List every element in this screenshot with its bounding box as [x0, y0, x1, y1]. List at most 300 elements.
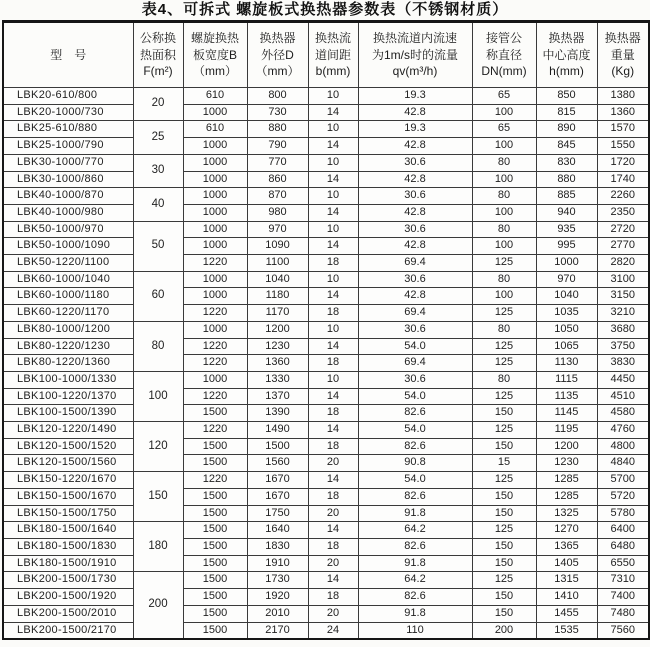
center-height-cell: 1285	[536, 472, 597, 489]
header-col-nozzle-dn	[472, 22, 536, 88]
table-row	[3, 238, 649, 255]
flow-rate-cell: 82.6	[358, 438, 472, 455]
outer-diameter-cell: 870	[247, 188, 308, 205]
weight-cell: 7310	[597, 572, 649, 589]
channel-gap-cell: 18	[308, 589, 358, 606]
channel-gap-cell: 14	[308, 204, 358, 221]
nozzle-dn-cell: 125	[472, 305, 536, 322]
table-row	[3, 455, 649, 472]
table-row	[3, 255, 649, 272]
outer-diameter-cell: 1730	[247, 572, 308, 589]
outer-diameter-cell: 860	[247, 171, 308, 188]
center-height-cell: 1000	[536, 255, 597, 272]
area-cell: 40	[133, 188, 183, 221]
flow-rate-cell: 42.8	[358, 238, 472, 255]
center-height-cell: 995	[536, 238, 597, 255]
channel-gap-cell: 10	[308, 221, 358, 238]
flow-rate-cell: 42.8	[358, 288, 472, 305]
plate-width-cell: 1000	[183, 138, 247, 155]
outer-diameter-cell: 1370	[247, 388, 308, 405]
weight-cell: 7400	[597, 589, 649, 606]
outer-diameter-cell: 1090	[247, 238, 308, 255]
channel-gap-cell: 14	[308, 138, 358, 155]
model-cell: LBK150-1220/1670	[3, 472, 133, 489]
weight-cell: 4840	[597, 455, 649, 472]
nozzle-dn-cell: 150	[472, 438, 536, 455]
nozzle-dn-cell: 65	[472, 121, 536, 138]
channel-gap-cell: 18	[308, 255, 358, 272]
table-row	[3, 138, 649, 155]
plate-width-cell: 1000	[183, 371, 247, 388]
center-height-cell: 1115	[536, 371, 597, 388]
header-line: 外径D	[261, 47, 294, 62]
area-cell: 150	[133, 472, 183, 522]
model-cell: LBK20-1000/730	[3, 104, 133, 121]
plate-width-cell: 1500	[183, 455, 247, 472]
plate-width-cell: 1500	[183, 438, 247, 455]
flow-rate-cell: 82.6	[358, 589, 472, 606]
weight-cell: 1360	[597, 104, 649, 121]
outer-diameter-cell: 800	[247, 88, 308, 105]
header-line: 换热器	[548, 30, 585, 45]
header-line: 接管公	[485, 30, 522, 45]
model-cell: LBK80-1220/1230	[3, 338, 133, 355]
channel-gap-cell: 20	[308, 555, 358, 572]
table-row	[3, 622, 649, 639]
channel-gap-cell: 10	[308, 321, 358, 338]
flow-rate-cell: 91.8	[358, 605, 472, 622]
model-cell: LBK40-1000/980	[3, 204, 133, 221]
flow-rate-cell: 69.4	[358, 305, 472, 322]
outer-diameter-cell: 970	[247, 221, 308, 238]
channel-gap-cell: 14	[308, 338, 358, 355]
outer-diameter-cell: 790	[247, 138, 308, 155]
channel-gap-cell: 18	[308, 355, 358, 372]
weight-cell: 5780	[597, 505, 649, 522]
nozzle-dn-cell: 80	[472, 154, 536, 171]
plate-width-cell: 1000	[183, 238, 247, 255]
weight-cell: 2260	[597, 188, 649, 205]
outer-diameter-cell: 1670	[247, 472, 308, 489]
weight-cell: 1740	[597, 171, 649, 188]
model-cell: LBK120-1500/1560	[3, 455, 133, 472]
header-col-plate-width	[183, 22, 247, 88]
table-row	[3, 121, 649, 138]
model-cell: LBK20-610/800	[3, 88, 133, 105]
channel-gap-cell: 14	[308, 522, 358, 539]
model-cell: LBK100-1220/1370	[3, 388, 133, 405]
weight-cell: 2820	[597, 255, 649, 272]
channel-gap-cell: 18	[308, 405, 358, 422]
flow-rate-cell: 82.6	[358, 488, 472, 505]
flow-rate-cell: 30.6	[358, 271, 472, 288]
outer-diameter-cell: 1560	[247, 455, 308, 472]
center-height-cell: 1365	[536, 538, 597, 555]
weight-cell: 1720	[597, 154, 649, 171]
plate-width-cell: 1500	[183, 505, 247, 522]
header-line: (Kg)	[611, 64, 635, 79]
weight-cell: 3750	[597, 338, 649, 355]
flow-rate-cell: 42.8	[358, 204, 472, 221]
center-height-cell: 1200	[536, 438, 597, 455]
plate-width-cell: 1000	[183, 204, 247, 221]
model-cell: LBK80-1220/1360	[3, 355, 133, 372]
channel-gap-cell: 14	[308, 288, 358, 305]
model-cell: LBK200-1500/2010	[3, 605, 133, 622]
channel-gap-cell: 10	[308, 88, 358, 105]
plate-width-cell: 1500	[183, 538, 247, 555]
header-line: 热面积	[139, 47, 176, 62]
model-cell: LBK30-1000/770	[3, 154, 133, 171]
header-line: 型 号	[50, 47, 87, 62]
weight-cell: 7480	[597, 605, 649, 622]
plate-width-cell: 1500	[183, 605, 247, 622]
nozzle-dn-cell: 100	[472, 204, 536, 221]
model-cell: LBK100-1000/1330	[3, 371, 133, 388]
area-cell: 25	[133, 121, 183, 154]
model-cell: LBK25-1000/790	[3, 138, 133, 155]
flow-rate-cell: 91.8	[358, 555, 472, 572]
nozzle-dn-cell: 100	[472, 104, 536, 121]
weight-cell: 1380	[597, 88, 649, 105]
weight-cell: 3100	[597, 271, 649, 288]
flow-rate-cell: 91.8	[358, 505, 472, 522]
nozzle-dn-cell: 80	[472, 371, 536, 388]
table-row	[3, 422, 649, 439]
plate-width-cell: 1000	[183, 171, 247, 188]
channel-gap-cell: 20	[308, 505, 358, 522]
header-line: b(mm)	[315, 64, 351, 79]
plate-width-cell: 1500	[183, 522, 247, 539]
model-cell: LBK120-1500/1520	[3, 438, 133, 455]
flow-rate-cell: 54.0	[358, 472, 472, 489]
flow-rate-cell: 82.6	[358, 538, 472, 555]
plate-width-cell: 1500	[183, 405, 247, 422]
header-line: 公称换	[139, 30, 176, 45]
model-cell: LBK150-1500/1670	[3, 488, 133, 505]
nozzle-dn-cell: 100	[472, 288, 536, 305]
model-cell: LBK200-1500/1730	[3, 572, 133, 589]
plate-width-cell: 1500	[183, 488, 247, 505]
outer-diameter-cell: 1170	[247, 305, 308, 322]
nozzle-dn-cell: 200	[472, 622, 536, 639]
channel-gap-cell: 14	[308, 104, 358, 121]
header-line: DN(mm)	[481, 64, 527, 79]
channel-gap-cell: 14	[308, 238, 358, 255]
table-row	[3, 538, 649, 555]
table-row	[3, 288, 649, 305]
model-cell: LBK120-1220/1490	[3, 422, 133, 439]
header-line: 换热流道内流速	[372, 30, 457, 45]
flow-rate-cell: 30.6	[358, 371, 472, 388]
outer-diameter-cell: 1640	[247, 522, 308, 539]
nozzle-dn-cell: 150	[472, 538, 536, 555]
nozzle-dn-cell: 150	[472, 605, 536, 622]
model-cell: LBK200-1500/1920	[3, 589, 133, 606]
outer-diameter-cell: 1670	[247, 488, 308, 505]
center-height-cell: 1410	[536, 589, 597, 606]
header-line: （mm）	[255, 64, 300, 79]
outer-diameter-cell: 980	[247, 204, 308, 221]
plate-width-cell: 1500	[183, 589, 247, 606]
area-cell: 80	[133, 321, 183, 371]
weight-cell: 3680	[597, 321, 649, 338]
center-height-cell: 935	[536, 221, 597, 238]
center-height-cell: 1065	[536, 338, 597, 355]
center-height-cell: 970	[536, 271, 597, 288]
area-cell: 200	[133, 572, 183, 639]
flow-rate-cell: 54.0	[358, 338, 472, 355]
weight-cell: 6400	[597, 522, 649, 539]
outer-diameter-cell: 1360	[247, 355, 308, 372]
heat-exchanger-parameters-table	[2, 20, 650, 640]
outer-diameter-cell: 770	[247, 154, 308, 171]
table-row	[3, 88, 649, 105]
model-cell: LBK60-1000/1040	[3, 271, 133, 288]
nozzle-dn-cell: 125	[472, 255, 536, 272]
nozzle-dn-cell: 15	[472, 455, 536, 472]
plate-width-cell: 610	[183, 121, 247, 138]
channel-gap-cell: 14	[308, 472, 358, 489]
table-row	[3, 522, 649, 539]
header-line: F(m²)	[143, 64, 173, 79]
weight-cell: 5700	[597, 472, 649, 489]
flow-rate-cell: 54.0	[358, 388, 472, 405]
table-row	[3, 321, 649, 338]
plate-width-cell: 1000	[183, 288, 247, 305]
header-col-flow-rate	[358, 22, 472, 88]
header-line: 称直径	[485, 47, 522, 62]
center-height-cell: 1040	[536, 288, 597, 305]
model-cell: LBK80-1000/1200	[3, 321, 133, 338]
weight-cell: 2770	[597, 238, 649, 255]
header-line: qv(m³/h)	[392, 64, 438, 79]
plate-width-cell: 1220	[183, 422, 247, 439]
center-height-cell: 815	[536, 104, 597, 121]
table-row	[3, 472, 649, 489]
nozzle-dn-cell: 150	[472, 405, 536, 422]
table-row	[3, 171, 649, 188]
flow-rate-cell: 42.8	[358, 138, 472, 155]
table-row	[3, 338, 649, 355]
weight-cell: 2350	[597, 204, 649, 221]
nozzle-dn-cell: 125	[472, 522, 536, 539]
plate-width-cell: 1500	[183, 572, 247, 589]
plate-width-cell: 1220	[183, 255, 247, 272]
outer-diameter-cell: 730	[247, 104, 308, 121]
center-height-cell: 1195	[536, 422, 597, 439]
center-height-cell: 885	[536, 188, 597, 205]
header-line: 中心高度	[542, 47, 591, 62]
table-row	[3, 221, 649, 238]
model-cell: LBK50-1000/970	[3, 221, 133, 238]
area-cell: 20	[133, 88, 183, 121]
flow-rate-cell: 19.3	[358, 88, 472, 105]
model-cell: LBK40-1000/870	[3, 188, 133, 205]
nozzle-dn-cell: 150	[472, 589, 536, 606]
center-height-cell: 1135	[536, 388, 597, 405]
channel-gap-cell: 18	[308, 538, 358, 555]
table-row	[3, 589, 649, 606]
center-height-cell: 1130	[536, 355, 597, 372]
channel-gap-cell: 10	[308, 371, 358, 388]
center-height-cell: 830	[536, 154, 597, 171]
table-row	[3, 371, 649, 388]
center-height-cell: 1535	[536, 622, 597, 639]
table-row	[3, 104, 649, 121]
channel-gap-cell: 20	[308, 455, 358, 472]
channel-gap-cell: 10	[308, 188, 358, 205]
center-height-cell: 1455	[536, 605, 597, 622]
table-title: 表4、可拆式 螺旋板式换热器参数表（不锈钢材质）	[141, 1, 509, 18]
area-cell: 60	[133, 271, 183, 321]
flow-rate-cell: 90.8	[358, 455, 472, 472]
outer-diameter-cell: 1390	[247, 405, 308, 422]
flow-rate-cell: 19.3	[358, 121, 472, 138]
weight-cell: 4510	[597, 388, 649, 405]
plate-width-cell: 1000	[183, 271, 247, 288]
channel-gap-cell: 14	[308, 572, 358, 589]
center-height-cell: 1270	[536, 522, 597, 539]
flow-rate-cell: 82.6	[358, 405, 472, 422]
table-row	[3, 405, 649, 422]
nozzle-dn-cell: 150	[472, 505, 536, 522]
model-cell: LBK180-1500/1640	[3, 522, 133, 539]
center-height-cell: 890	[536, 121, 597, 138]
center-height-cell: 880	[536, 171, 597, 188]
center-height-cell: 1405	[536, 555, 597, 572]
plate-width-cell: 1000	[183, 221, 247, 238]
outer-diameter-cell: 2170	[247, 622, 308, 639]
model-cell: LBK200-1500/2170	[3, 622, 133, 639]
plate-width-cell: 1000	[183, 321, 247, 338]
model-cell: LBK30-1000/860	[3, 171, 133, 188]
weight-cell: 2720	[597, 221, 649, 238]
outer-diameter-cell: 1500	[247, 438, 308, 455]
flow-rate-cell: 30.6	[358, 188, 472, 205]
flow-rate-cell: 64.2	[358, 522, 472, 539]
center-height-cell: 1050	[536, 321, 597, 338]
weight-cell: 4580	[597, 405, 649, 422]
weight-cell: 4800	[597, 438, 649, 455]
weight-cell: 4450	[597, 371, 649, 388]
flow-rate-cell: 30.6	[358, 221, 472, 238]
nozzle-dn-cell: 80	[472, 271, 536, 288]
flow-rate-cell: 30.6	[358, 154, 472, 171]
outer-diameter-cell: 1330	[247, 371, 308, 388]
channel-gap-cell: 20	[308, 605, 358, 622]
outer-diameter-cell: 1910	[247, 555, 308, 572]
header-row	[3, 22, 649, 88]
center-height-cell: 1285	[536, 488, 597, 505]
table-row	[3, 572, 649, 589]
center-height-cell: 1035	[536, 305, 597, 322]
outer-diameter-cell: 1830	[247, 538, 308, 555]
table-row	[3, 188, 649, 205]
flow-rate-cell: 42.8	[358, 104, 472, 121]
table-body	[3, 88, 649, 640]
outer-diameter-cell: 1180	[247, 288, 308, 305]
outer-diameter-cell: 880	[247, 121, 308, 138]
table-row	[3, 271, 649, 288]
plate-width-cell: 1220	[183, 388, 247, 405]
table-row	[3, 154, 649, 171]
nozzle-dn-cell: 125	[472, 388, 536, 405]
weight-cell: 1570	[597, 121, 649, 138]
model-cell: LBK180-1500/1910	[3, 555, 133, 572]
outer-diameter-cell: 1920	[247, 589, 308, 606]
nozzle-dn-cell: 80	[472, 188, 536, 205]
center-height-cell: 845	[536, 138, 597, 155]
nozzle-dn-cell: 80	[472, 321, 536, 338]
model-cell: LBK50-1000/1090	[3, 238, 133, 255]
model-cell: LBK60-1000/1180	[3, 288, 133, 305]
plate-width-cell: 1500	[183, 555, 247, 572]
outer-diameter-cell: 1490	[247, 422, 308, 439]
weight-cell: 4760	[597, 422, 649, 439]
plate-width-cell: 1220	[183, 355, 247, 372]
channel-gap-cell: 14	[308, 388, 358, 405]
table-row	[3, 605, 649, 622]
area-cell: 180	[133, 522, 183, 572]
plate-width-cell: 1000	[183, 104, 247, 121]
nozzle-dn-cell: 100	[472, 238, 536, 255]
channel-gap-cell: 18	[308, 488, 358, 505]
channel-gap-cell: 18	[308, 438, 358, 455]
plate-width-cell: 1500	[183, 622, 247, 639]
table-row	[3, 388, 649, 405]
header-line: 换热器	[604, 30, 641, 45]
table-row	[3, 555, 649, 572]
center-height-cell: 1315	[536, 572, 597, 589]
outer-diameter-cell: 1100	[247, 255, 308, 272]
plate-width-cell: 1220	[183, 338, 247, 355]
weight-cell: 6480	[597, 538, 649, 555]
model-cell: LBK25-610/880	[3, 121, 133, 138]
nozzle-dn-cell: 125	[472, 422, 536, 439]
table-row	[3, 355, 649, 372]
weight-cell: 1550	[597, 138, 649, 155]
channel-gap-cell: 10	[308, 121, 358, 138]
nozzle-dn-cell: 100	[472, 138, 536, 155]
outer-diameter-cell: 2010	[247, 605, 308, 622]
nozzle-dn-cell: 80	[472, 221, 536, 238]
nozzle-dn-cell: 150	[472, 488, 536, 505]
header-line: 重量	[610, 47, 635, 62]
model-cell: LBK100-1500/1390	[3, 405, 133, 422]
center-height-cell: 940	[536, 204, 597, 221]
channel-gap-cell: 14	[308, 171, 358, 188]
header-line: 换热器	[259, 30, 296, 45]
area-cell: 30	[133, 154, 183, 187]
area-cell: 120	[133, 422, 183, 472]
table-row	[3, 438, 649, 455]
plate-width-cell: 1000	[183, 188, 247, 205]
flow-rate-cell: 42.8	[358, 171, 472, 188]
model-cell: LBK60-1220/1170	[3, 305, 133, 322]
header-line: 螺旋换热	[190, 30, 239, 45]
flow-rate-cell: 54.0	[358, 422, 472, 439]
header-line: h(mm)	[549, 64, 584, 79]
channel-gap-cell: 18	[308, 305, 358, 322]
header-line: 板宽度B	[192, 47, 237, 62]
header-col-center-height	[536, 22, 597, 88]
header-col-weight	[597, 22, 649, 88]
outer-diameter-cell: 1750	[247, 505, 308, 522]
nozzle-dn-cell: 125	[472, 572, 536, 589]
outer-diameter-cell: 1200	[247, 321, 308, 338]
channel-gap-cell: 24	[308, 622, 358, 639]
